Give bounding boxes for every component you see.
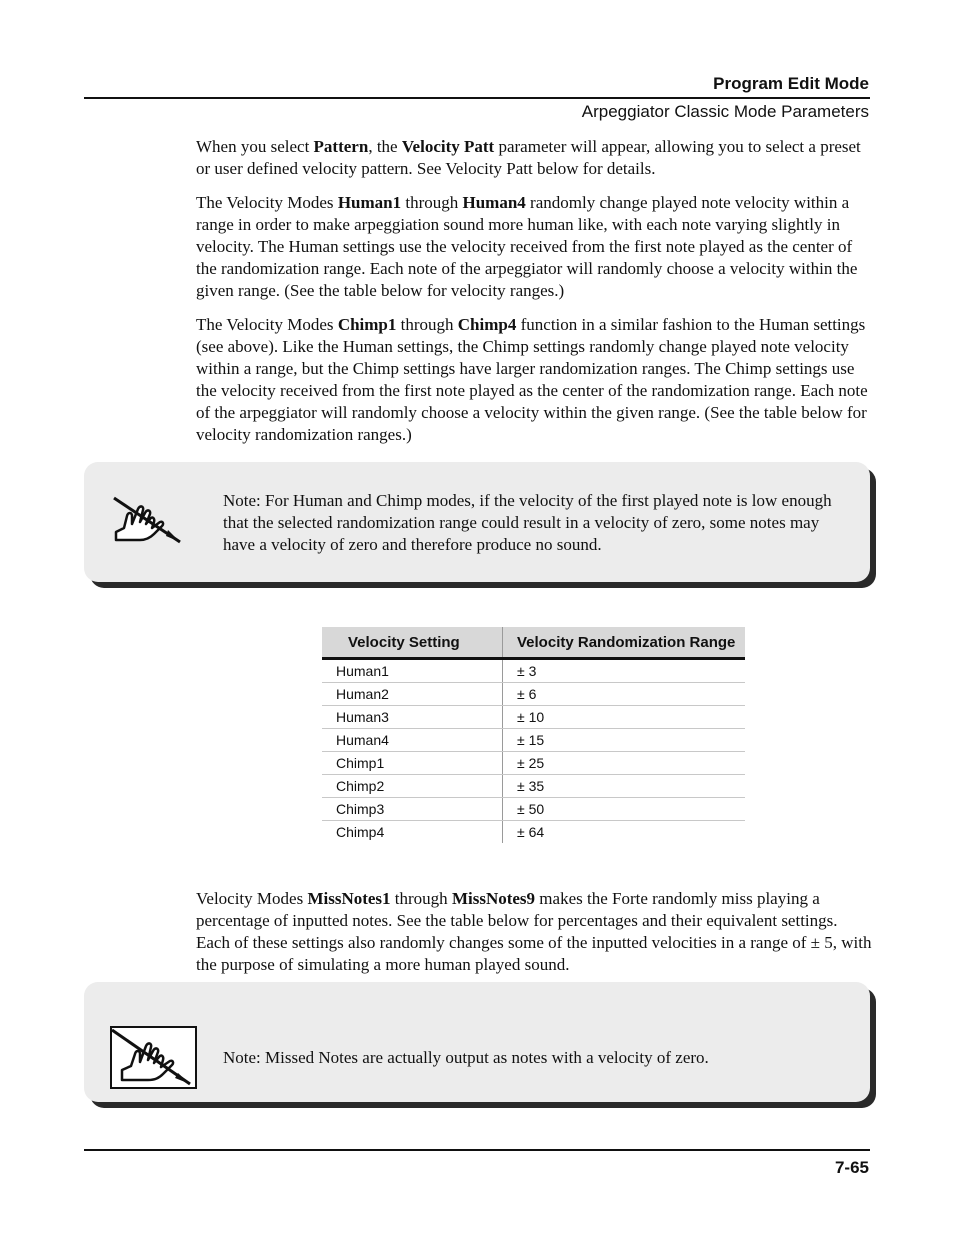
table-row bbox=[322, 821, 745, 844]
page-number: 7-65 bbox=[834, 1158, 869, 1177]
note-text: Note: For Human and Chimp modes, if the velocity of the first played note is low enough that the selected randomization range could result in a velocity of zero, some notes may have a velocity of zero and therefore produce no sound. bbox=[223, 491, 832, 554]
text-run: randomly change played note velocity within a range in order to make arpeggiation sound more human like, with each note varying slightly in velocity. The Human settings use the velocity received from the first note played as the center of the randomization range. Each note of the arpeggiator will randomly choose a velocity within the given range. (See the table below for velocity ranges.) bbox=[196, 193, 858, 300]
bold-term: Pattern bbox=[313, 137, 369, 156]
text-run: When you select bbox=[196, 137, 314, 156]
text-run: The Velocity Modes bbox=[196, 193, 338, 212]
setting-cell: Chimp1 bbox=[322, 752, 503, 775]
setting-cell: Chimp3 bbox=[322, 798, 503, 821]
paragraph-chimp-modes bbox=[196, 314, 874, 446]
text-run: The Velocity Modes bbox=[196, 315, 338, 334]
range-cell: ± 10 bbox=[503, 706, 746, 729]
text-run: makes the Forte randomly miss playing a percentage of inputted notes. See the table below for percentages and their equivalent settings. Each of these settings also randomly changes some of the inputted velocities in a range of ± 5, with the purpose of simulating a more human played sound. bbox=[196, 889, 872, 974]
bold-term: Velocity Patt bbox=[401, 137, 495, 156]
bold-term: Chimp4 bbox=[457, 315, 517, 334]
range-cell: ± 50 bbox=[503, 798, 746, 821]
table-row bbox=[322, 798, 745, 821]
paragraph-pattern bbox=[196, 136, 874, 180]
range-cell: ± 15 bbox=[503, 729, 746, 752]
pen-note-icon bbox=[110, 1026, 197, 1089]
text-run: parameter will appear, allowing you to select a preset or user defined velocity pattern. See Velocity Patt below for details. bbox=[196, 137, 861, 178]
range-cell: ± 25 bbox=[503, 752, 746, 775]
text-run: through bbox=[390, 889, 452, 908]
table-row bbox=[322, 659, 745, 683]
bold-term: MissNotes9 bbox=[451, 889, 536, 908]
text-run: Velocity Modes bbox=[196, 889, 308, 908]
bold-term: Human1 bbox=[337, 193, 402, 212]
table-row bbox=[322, 729, 745, 752]
footer-divider bbox=[84, 1149, 870, 1151]
pen-note-icon bbox=[110, 494, 182, 546]
column-header-range: Velocity Randomization Range bbox=[503, 627, 746, 659]
column-header-setting: Velocity Setting bbox=[322, 627, 503, 659]
section-subtitle: Arpeggiator Classic Mode Parameters bbox=[581, 102, 869, 121]
section-title: Program Edit Mode bbox=[713, 74, 869, 93]
setting-cell: Chimp4 bbox=[322, 821, 503, 844]
setting-cell: Chimp2 bbox=[322, 775, 503, 798]
setting-cell: Human4 bbox=[322, 729, 503, 752]
paragraph-missnotes-modes bbox=[196, 888, 874, 976]
header-divider bbox=[84, 97, 870, 99]
velocity-range-table bbox=[322, 627, 745, 843]
table-row bbox=[322, 775, 745, 798]
note-text: Note: Missed Notes are actually output as notes with a velocity of zero. bbox=[223, 1048, 709, 1067]
bold-term: Human4 bbox=[462, 193, 526, 212]
setting-cell: Human3 bbox=[322, 706, 503, 729]
setting-cell: Human2 bbox=[322, 683, 503, 706]
text-run: through bbox=[396, 315, 458, 334]
table-row bbox=[322, 706, 745, 729]
text-run: , the bbox=[368, 137, 402, 156]
text-run: function in a similar fashion to the Human settings (see above). Like the Human settings, the Chimp settings randomly change played note velocity within a range, but the Chimp settings have larger randomization ranges. The Chimp settings use the velocity received from the first note played as the center of the randomization range. Each note of the arpeggiator will randomly choose a velocity within the given range. (See the table below for velocity randomization ranges.) bbox=[196, 315, 868, 444]
range-cell: ± 3 bbox=[503, 659, 746, 683]
range-cell: ± 64 bbox=[517, 824, 545, 840]
range-cell: ± 35 bbox=[503, 775, 746, 798]
bold-term: Chimp1 bbox=[337, 315, 397, 334]
setting-cell: Human1 bbox=[322, 659, 503, 683]
text-run: through bbox=[401, 193, 463, 212]
table-row bbox=[322, 752, 745, 775]
table-header-row bbox=[322, 627, 745, 659]
paragraph-human-modes bbox=[196, 192, 874, 302]
table-row bbox=[322, 683, 745, 706]
note-box-missed-notes bbox=[84, 982, 870, 1102]
bold-term: MissNotes1 bbox=[307, 889, 391, 908]
note-box-velocity-zero bbox=[84, 462, 870, 582]
range-cell: ± 6 bbox=[503, 683, 746, 706]
